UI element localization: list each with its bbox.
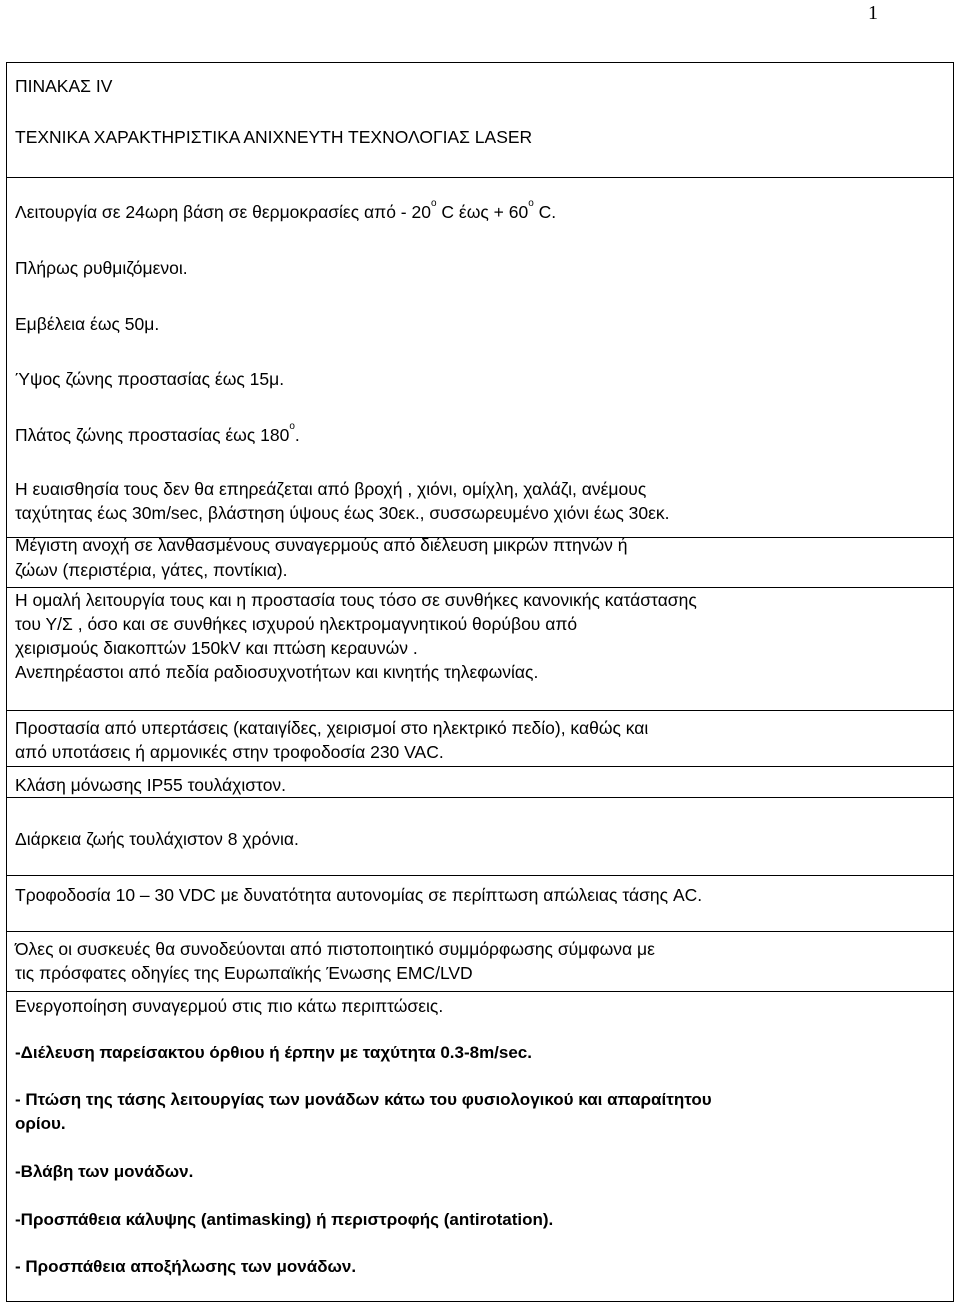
alarm-case-intruder: -Διέλευση παρείσακτου όρθιου ή έρπην με ταχύτητα 0.3-8m/sec. xyxy=(15,1043,532,1062)
alarm-case-failure: -Βλάβη των μονάδων. xyxy=(15,1162,194,1181)
row-divider xyxy=(6,875,954,876)
degree-symbol: ο xyxy=(289,421,295,432)
row-divider xyxy=(6,797,954,798)
spec-rf-immunity: Ανεπηρέαστοι από πεδία ραδιοσυχνοτήτων και κινητής τηλεφωνίας. xyxy=(15,662,539,682)
row-divider xyxy=(6,931,954,932)
spec-surge-line-2: από υποτάσεις ή αρμονικές στην τροφοδοσία 230 VAC. xyxy=(15,742,444,762)
spec-false-alarms-line-1: Μέγιστη ανοχή σε λανθασμένους συναγερμούς από διέλευση μικρών πτηνών ή xyxy=(15,535,628,555)
spec-zone-height: Ύψος ζώνης προστασίας έως 15μ. xyxy=(15,369,285,389)
spec-lifetime: Διάρκεια ζωής τουλάχιστον 8 χρόνια. xyxy=(15,829,299,849)
spec-width-text-2: . xyxy=(294,425,300,445)
spec-operation-text-2: C έως + 60 xyxy=(436,202,529,222)
spec-operation-text-3: C. xyxy=(533,202,557,222)
alarm-case-removal: - Προσπάθεια αποξήλωσης των μονάδων. xyxy=(15,1257,357,1276)
table-title: ΠΙΝΑΚΑΣ IV xyxy=(15,76,113,96)
spec-normal-operation-line-3: χειρισμούς διακοπτών 150kV και πτώση κεραυνών . xyxy=(15,638,418,658)
spec-range: Εμβέλεια έως 50μ. xyxy=(15,314,160,334)
spec-false-alarms-line-2: ζώων (περιστέρια, γάτες, ποντίκια). xyxy=(15,560,288,580)
spec-certificate-line-2: τις πρόσφατες οδηγίες της Ευρωπαϊκής Ένωσης EMC/LVD xyxy=(15,963,473,983)
degree-symbol: ο xyxy=(430,198,437,209)
spec-adjustable: Πλήρως ρυθμιζόμενοι. xyxy=(15,258,188,278)
row-divider xyxy=(6,766,954,767)
spec-insulation: Κλάση μόνωσης IP55 τουλάχιστον. xyxy=(15,775,287,795)
table-subtitle: ΤΕΧΝΙΚΑ ΧΑΡΑΚΤΗΡΙΣΤΙΚΑ ΑΝΙΧΝΕΥΤΗ ΤΕΧΝΟΛΟΓΙΑΣ LASER xyxy=(15,127,533,147)
row-divider xyxy=(6,710,954,711)
alarm-case-voltage-line-2: ορίου. xyxy=(15,1114,66,1133)
spec-normal-operation-line-1: Η ομαλή λειτουργία τους και η προστασία τους τόσο σε συνθήκες κανονικής κατάστασης xyxy=(15,590,697,610)
spec-power-supply: Τροφοδοσία 10 – 30 VDC με δυνατότητα αυτονομίας σε περίπτωση απώλειας τάσης AC. xyxy=(15,885,703,905)
alarm-header: Ενεργοποίηση συναγερμού στις πιο κάτω περιπτώσεις. xyxy=(15,996,444,1016)
spec-zone-width xyxy=(15,421,300,446)
page-number: 1 xyxy=(868,2,878,24)
spec-normal-operation-line-2: του Υ/Σ , όσο και σε συνθήκες ισχυρού ηλεκτρομαγνητικού θορύβου από xyxy=(15,614,578,634)
spec-width-text-1: Πλάτος ζώνης προστασίας έως 180 xyxy=(15,425,290,445)
spec-surge-line-1: Προστασία από υπερτάσεις (καταιγίδες, χειρισμοί στο ηλεκτρικό πεδίο), καθώς και xyxy=(15,718,649,738)
spec-sensitivity-line-1: Η ευαισθησία τους δεν θα επηρεάζεται από βροχή , χιόνι, ομίχλη, χαλάζι, ανέμους xyxy=(15,479,647,499)
spec-operation-text-1: Λειτουργία σε 24ωρη βάση σε θερμοκρασίες από - 20 xyxy=(15,202,431,222)
row-divider xyxy=(6,587,954,588)
spec-sensitivity-line-2: ταχύτητας έως 30m/sec, βλάστηση ύψους έως 30εκ., συσσωρευμένο χιόνι έως 30εκ. xyxy=(15,503,670,523)
alarm-case-voltage-line-1: - Πτώση της τάσης λειτουργίας των μονάδων κάτω του φυσιολογικού και απαραίτητου xyxy=(15,1090,712,1109)
spec-operation-temperature xyxy=(15,198,557,223)
row-divider xyxy=(6,991,954,992)
alarm-case-antimasking: -Προσπάθεια κάλυψης (antimasking) ή περιστροφής (antirotation). xyxy=(15,1210,554,1229)
row-divider xyxy=(6,177,954,178)
degree-symbol: ο xyxy=(528,198,534,209)
spec-certificate-line-1: Όλες οι συσκευές θα συνοδεύονται από πιστοποιητικό συμμόρφωσης σύμφωνα με xyxy=(15,939,655,959)
